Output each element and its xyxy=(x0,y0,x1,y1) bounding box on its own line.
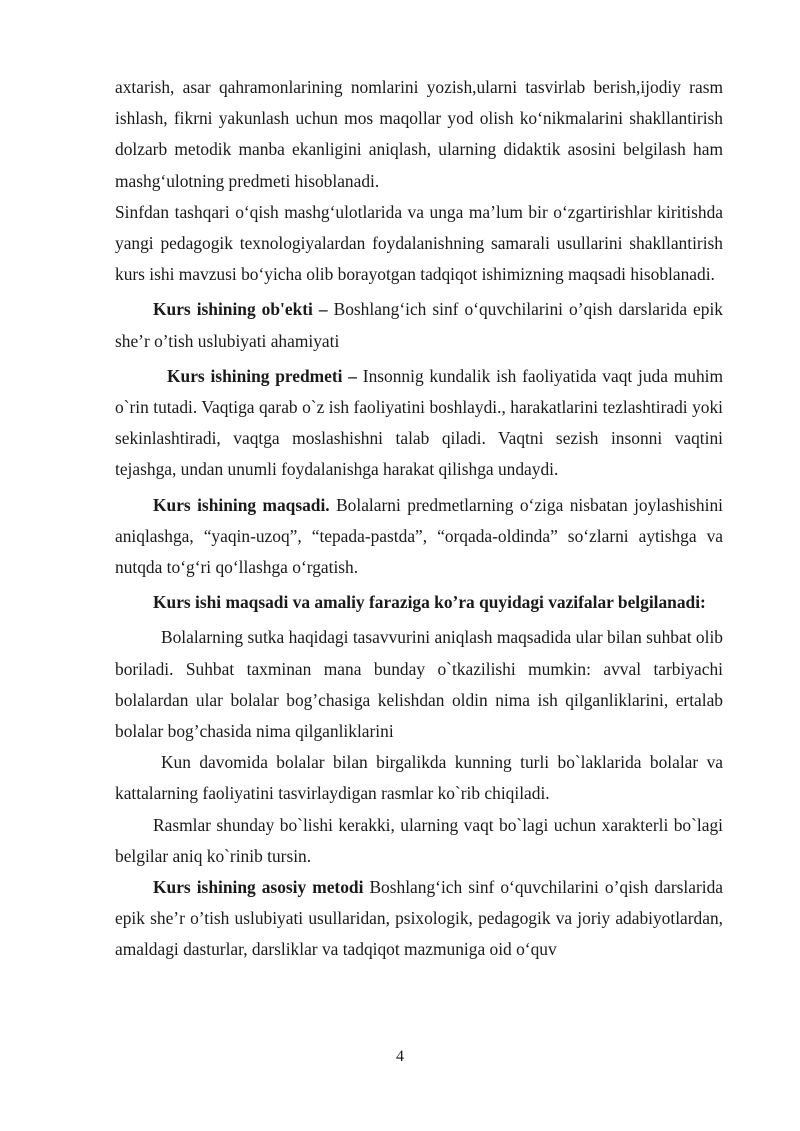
paragraph-subject-lead: Kurs ishining predmeti – xyxy=(167,365,357,386)
paragraph-1-text: axtarish, asar qahramonlarining nomlarini yozish,ularni tasvirlab berish,ijodiy rasm ishlash, fikrni yakunlash uchun mos maqollar yod olish koʻnikmalarini shakllantirish dolzarb metodik manba ekanligini aniqlash, ularning didaktik asosini belgilash ham mashgʻulotning predmeti hisoblanadi. xyxy=(115,77,723,191)
page-number: 4 xyxy=(396,1048,404,1065)
paragraph-pictures-requirement xyxy=(115,810,723,872)
paragraph-conversation xyxy=(115,622,723,747)
paragraph-object-lead: Kurs ishining ob'ekti – xyxy=(153,299,328,320)
paragraph-goal-text: Bolalarni predmetlarning oʻziga nisbatan joylashishini aniqlashga, “yaqin-uzoq”, “tepada-pastda”, “orqada-oldinda” soʻzlarni aytishga va nutqda toʻgʻri qoʻllashga oʻrgatish. xyxy=(115,494,723,578)
paragraph-method-text: Boshlangʻich sinf oʻquvchilarini o’qish darslarida epik she’r o’tish uslubiyati usullaridan, psixologik, pedagogik va joriy adabiyotlardan, amaldagi dasturlar, darsliklar va tadqiqot mazmuniga oid oʻquv xyxy=(115,877,723,960)
paragraph-pictures-requirement-text: Rasmlar shunday bo`lishi kerakki, ularning vaqt bo`lagi uchun xarakterli bo`lagi belgilar aniq ko`rinib tursin. xyxy=(115,814,723,866)
paragraph-tasks-heading xyxy=(115,587,723,618)
paragraph-method-lead: Kurs ishining asosiy metodi xyxy=(153,877,364,898)
paragraph-subject-text: Insonnig kundalik ish faoliyatida vaqt juda muhim o`rin tutadi. Vaqtiga qarab o`z ish faoliyatini boshlaydi., harakatlarini tezlashtiradi yoki sekinlashtiradi, vaqtga moslashishni talab qiladi. Vaqtni sezish insonni vaqtini tejashga, undan unumli foydalanishga harakat qilishga undaydi. xyxy=(115,365,723,480)
document-body xyxy=(115,72,723,966)
paragraph-object xyxy=(115,294,723,356)
paragraph-day-pictures-text: Kun davomida bolalar bilan birgalikda kunning turli bo`laklarida bolalar va kattalarning faoliyatini tasvirlaydigan rasmlar ko`rib chiqiladi. xyxy=(115,752,723,804)
paragraph-object-text: Boshlangʻich sinf oʻquvchilarini o’qish darslarida epik she’r o’tish uslubiyati ahamiyati xyxy=(115,299,723,351)
paragraph-conversation-text: Bolalarning sutka haqidagi tasavvurini aniqlash maqsadida ular bilan suhbat olib boriladi. Suhbat taxminan mana bunday o`tkazilishi mumkin: avval tarbiyachi bolalardan ular bolalar bog’chasiga kelishdan oldin nima ish qilganliklarini, ertalab bolalar bog’chasida nima qilganliklarini xyxy=(115,627,723,742)
paragraph-tasks-heading-lead: Kurs ishi maqsadi va amaliy faraziga ko’ra quyidagi vazifalar belgilanadi: xyxy=(153,592,706,613)
paragraph-subject xyxy=(115,361,723,486)
paragraph-2-text: Sinfdan tashqari oʻqish mashgʻulotlarida va unga ma’lum bir oʻzgartirishlar kiritishda yangi pedagogik texnologiyalardan foydalanishning samarali usullarini shakllantirish kurs ishi mavzusi boʻyicha olib borayotgan tadqiqot ishimizning maqsadi hisoblanadi. xyxy=(115,201,723,285)
paragraph-1 xyxy=(115,72,723,197)
paragraph-method xyxy=(115,872,723,966)
paragraph-2 xyxy=(115,197,723,291)
paragraph-day-pictures xyxy=(115,747,723,809)
paragraph-goal-lead: Kurs ishining maqsadi. xyxy=(153,494,330,515)
paragraph-goal xyxy=(115,490,723,584)
